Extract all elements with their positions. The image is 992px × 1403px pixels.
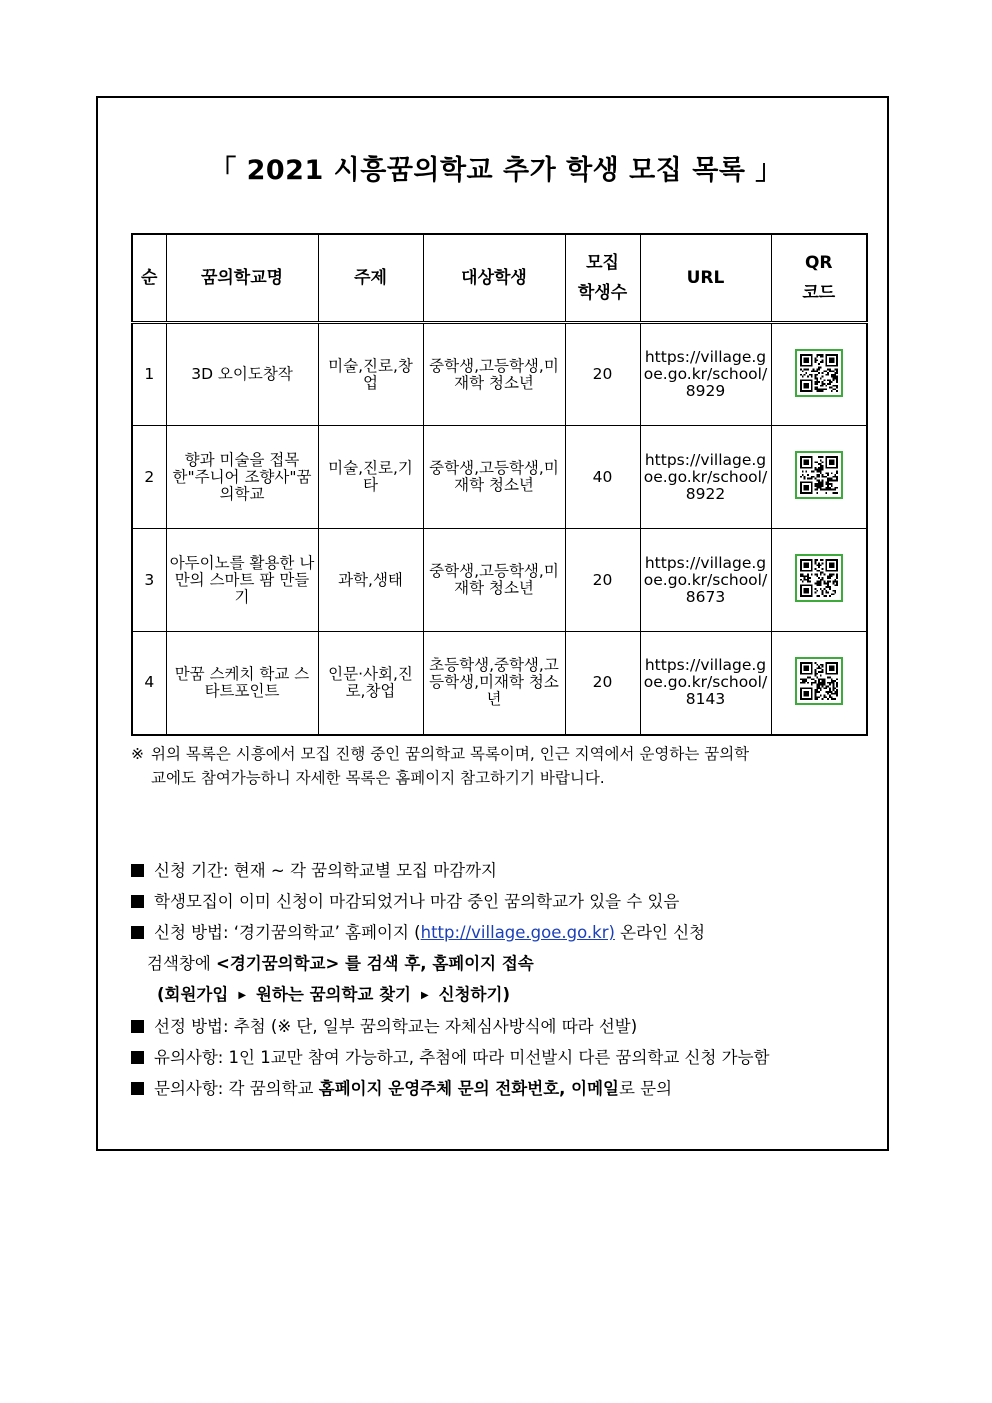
row-topic: 과학,생태	[318, 529, 423, 632]
row-no: 4	[132, 632, 166, 735]
row-url[interactable]: https://village.goe.go.kr/school/8929	[640, 323, 771, 426]
row-target: 중학생,고등학생,미재학 청소년	[423, 529, 565, 632]
qr-code-icon[interactable]	[795, 451, 843, 499]
row-school-name: 3D 오이도창작	[166, 323, 318, 426]
page-title: 「 2021 시흥꿈의학교 추가 학생 모집 목록 」	[209, 155, 783, 186]
table-row	[132, 632, 867, 735]
footnote-line-1: 위의 목록은 시흥에서 모집 진행 중인 꿈의학교 목록이며, 인근 지역에서 운영하는 꿈의학	[151, 745, 750, 763]
row-qr	[771, 323, 867, 426]
header-no: 순	[132, 234, 166, 323]
row-no: 2	[132, 426, 166, 529]
table-footnote	[131, 742, 861, 790]
row-target: 초등학생,중학생,고등학생,미재학 청소년	[423, 632, 565, 735]
info-selection: 선정 방법: 추첨 (※ 단, 일부 꿈의학교는 자체심사방식에 따라 선발)	[131, 1011, 871, 1042]
application-info	[131, 855, 871, 1104]
arrow-right-icon: ▶	[238, 990, 247, 1001]
row-url[interactable]: https://village.goe.go.kr/school/8673	[640, 529, 771, 632]
step-apply: 신청하기	[438, 985, 503, 1004]
bullet-square-icon	[131, 864, 144, 877]
header-url: URL	[640, 234, 771, 323]
row-qr	[771, 632, 867, 735]
header-school-name: 꿈의학교명	[166, 234, 318, 323]
info-steps: (회원가입 ▶ 원하는 꿈의학교 찾기 ▶ 신청하기)	[157, 985, 510, 1004]
school-list-table	[131, 233, 868, 736]
footnote-line-2: 교에도 참여가능하니 자세한 목록은 홈페이지 참고하기기 바랍니다.	[151, 769, 605, 787]
bullet-square-icon	[131, 1082, 144, 1095]
homepage-link[interactable]: http://village.goe.go.kr)	[420, 923, 615, 942]
table-row	[132, 426, 867, 529]
row-topic: 미술,진로,창업	[318, 323, 423, 426]
row-topic: 미술,진로,기타	[318, 426, 423, 529]
row-count: 20	[565, 323, 640, 426]
row-count: 40	[565, 426, 640, 529]
info-contact: 문의사항: 각 꿈의학교 홈페이지 운영주체 문의 전화번호, 이메일로 문의	[131, 1073, 871, 1104]
bullet-square-icon	[131, 1051, 144, 1064]
row-no: 1	[132, 323, 166, 426]
info-search: 검색창에 <경기꿈의학교> 를 검색 후, 홈페이지 접속	[147, 954, 534, 973]
row-count: 20	[565, 529, 640, 632]
row-qr	[771, 426, 867, 529]
step-signup: 회원가입	[164, 985, 229, 1004]
bullet-square-icon	[131, 895, 144, 908]
info-caution: 유의사항: 1인 1교만 참여 가능하고, 추첨에 따라 미선발시 다른 꿈의학교 신청 가능함	[131, 1042, 871, 1073]
table-row	[132, 323, 867, 426]
header-count: 모집 학생수	[565, 234, 640, 323]
qr-code-icon[interactable]	[795, 657, 843, 705]
arrow-right-icon: ▶	[420, 990, 429, 1001]
table-row	[132, 529, 867, 632]
qr-code-icon[interactable]	[795, 554, 843, 602]
row-target: 중학생,고등학생,미재학 청소년	[423, 323, 565, 426]
step-find-school: 원하는 꿈의학교 찾기	[256, 985, 411, 1004]
row-target: 중학생,고등학생,미재학 청소년	[423, 426, 565, 529]
row-url[interactable]: https://village.goe.go.kr/school/8143	[640, 632, 771, 735]
header-target: 대상학생	[423, 234, 565, 323]
qr-code-icon[interactable]	[795, 349, 843, 397]
table-header-row	[132, 234, 867, 323]
row-school-name: 만꿈 스케치 학교 스타트포인트	[166, 632, 318, 735]
row-count: 20	[565, 632, 640, 735]
header-qr: QR 코드	[771, 234, 867, 323]
info-method: 신청 방법: ‘경기꿈의학교’ 홈페이지 (http://village.goe.go.kr) 온라인 신청	[131, 917, 871, 948]
info-period: 신청 기간: 현재 ~ 각 꿈의학교별 모집 마감까지	[131, 855, 871, 886]
row-school-name: 향과 미술을 접목한"주니어 조향사"꿈의학교	[166, 426, 318, 529]
info-closed: 학생모집이 이미 신청이 마감되었거나 마감 중인 꿈의학교가 있을 수 있음	[131, 886, 871, 917]
row-no: 3	[132, 529, 166, 632]
bullet-square-icon	[131, 926, 144, 939]
row-url[interactable]: https://village.goe.go.kr/school/8922	[640, 426, 771, 529]
bullet-square-icon	[131, 1020, 144, 1033]
reference-mark-icon: ※	[131, 745, 144, 763]
row-qr	[771, 529, 867, 632]
row-school-name: 아두이노를 활용한 나만의 스마트 팜 만들기	[166, 529, 318, 632]
row-topic: 인문·사회,진로,창업	[318, 632, 423, 735]
header-topic: 주제	[318, 234, 423, 323]
